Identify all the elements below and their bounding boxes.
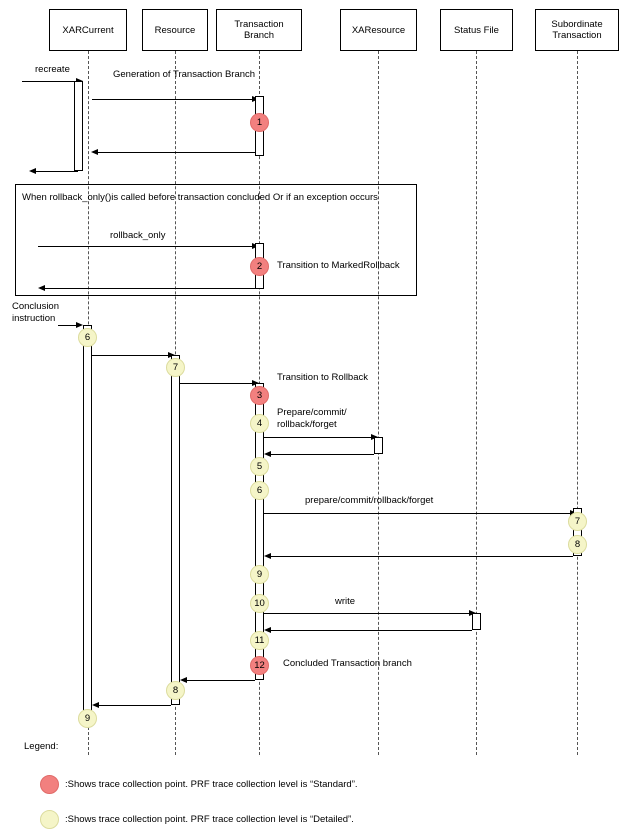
message-label-write: write — [335, 596, 356, 607]
trace-marker-6-xarcurrent — [78, 328, 97, 347]
lifeline-header-resource — [142, 9, 208, 51]
message-label-rollback-only: rollback_only — [110, 230, 166, 241]
legend-title: Legend: — [24, 741, 59, 752]
message-line-status-file-return — [268, 630, 472, 631]
legend-text-standard: :Shows trace collection point. PRF trace collection level is “Standard”. — [65, 779, 358, 790]
lifeline-label: Resource — [154, 24, 196, 36]
message-label-recreate: recreate — [35, 64, 70, 75]
legend-dot-standard-icon — [40, 775, 59, 794]
lifeline-header-transaction-branch — [216, 9, 302, 51]
label-text: Generation of Transaction Branch — [113, 69, 256, 80]
legend-row-standard — [40, 775, 358, 794]
activation-xarcurrent-2 — [83, 325, 92, 725]
trace-marker-8-resource — [166, 681, 185, 700]
trace-marker-7-subordinate — [568, 512, 587, 531]
trace-marker-3 — [250, 386, 269, 405]
message-line-resource-transaction-branch — [180, 383, 255, 384]
message-line-generation-return — [95, 152, 255, 153]
message-arrowhead-generation-return — [91, 149, 98, 155]
activation-resource-1 — [171, 355, 180, 705]
lifeline-dash-xaresource — [378, 51, 379, 755]
trace-marker-6-transaction-branch — [250, 481, 269, 500]
message-arrowhead-recreate-return — [29, 168, 36, 174]
marker-number: 9 — [256, 569, 263, 580]
trace-marker-5 — [250, 457, 269, 476]
message-arrowhead-xaresource-return — [264, 451, 271, 457]
message-line-transaction-branch-subordinate — [264, 513, 573, 514]
condition-frame-note: When rollback_only()is called before transaction concluded Or if an exception occurs — [22, 192, 378, 203]
marker-number: 7 — [574, 516, 581, 527]
message-arrowhead-subordinate-return — [264, 553, 271, 559]
trace-marker-7-resource — [166, 358, 185, 377]
message-line-transaction-branch-status-file — [264, 613, 472, 614]
message-line-rollback-only-return — [42, 288, 255, 289]
marker-number: 9 — [84, 713, 91, 724]
marker-number: 8 — [574, 539, 581, 550]
message-line-recreate-return — [33, 171, 78, 172]
message-line-subordinate-return — [268, 556, 573, 557]
label-concluded-transaction-branch: Concluded Transaction branch — [283, 658, 412, 669]
message-arrowhead-rollback-only-return — [38, 285, 45, 291]
legend-row-detailed — [40, 810, 354, 829]
marker-number: 6 — [84, 332, 91, 343]
marker-number: 7 — [172, 362, 179, 373]
message-label-prepare-commit-rollback-forget-xa — [277, 407, 382, 431]
message-arrowhead-resource-xarcurrent-return — [92, 702, 99, 708]
label-transition-to-markedrollback: Transition to MarkedRollback — [277, 260, 400, 271]
message-arrowhead-conclusion-instruction — [76, 322, 83, 328]
lifeline-label: XAResource — [351, 24, 406, 36]
trace-marker-1 — [250, 113, 269, 132]
message-line-recreate — [22, 81, 78, 82]
activation-xaresource-1 — [374, 437, 383, 454]
marker-number: 5 — [256, 461, 263, 472]
trace-marker-2 — [250, 257, 269, 276]
marker-number: 3 — [256, 390, 263, 401]
lifeline-label: XARCurrent — [62, 24, 114, 36]
message-arrowhead-status-file-return — [264, 627, 271, 633]
marker-number: 2 — [256, 261, 263, 272]
lifeline-header-xaresource — [340, 9, 417, 51]
legend-dot-detailed-icon — [40, 810, 59, 829]
label-transition-to-rollback: Transition to Rollback — [277, 372, 368, 383]
message-line-resource-xarcurrent-return — [96, 705, 171, 706]
trace-marker-4 — [250, 414, 269, 433]
message-line-rollback-only — [38, 246, 255, 247]
trace-marker-10 — [250, 594, 269, 613]
lifeline-label: Transaction Branch — [234, 19, 284, 41]
lifeline-label: Status File — [454, 24, 499, 36]
trace-marker-8-subordinate — [568, 535, 587, 554]
message-line-transaction-branch-xaresource — [264, 437, 374, 438]
activation-xarcurrent-1 — [74, 81, 83, 171]
legend-text-detailed: :Shows trace collection point. PRF trace collection level is “Detailed”. — [65, 814, 354, 825]
marker-number: 4 — [256, 418, 263, 429]
trace-marker-9-xarcurrent — [78, 709, 97, 728]
lifeline-dash-subordinate-transaction — [574, 51, 581, 755]
label-text: Prepare/commit/ rollback/forget — [277, 407, 347, 430]
message-line-xarcurrent-resource — [92, 355, 171, 356]
lifeline-label: Subordinate Transaction — [551, 19, 603, 41]
trace-marker-9-transaction-branch — [250, 565, 269, 584]
message-label-prepare-commit-rollback-forget-sub: prepare/commit/rollback/forget — [305, 495, 434, 506]
message-label-conclusion-instruction — [12, 301, 74, 325]
label-text: Conclusion instruction — [12, 301, 59, 324]
marker-number: 1 — [256, 117, 263, 128]
message-arrowhead-transaction-branch-resource-return — [180, 677, 187, 683]
message-line-conclusion-instruction — [58, 325, 78, 326]
marker-number: 12 — [254, 660, 265, 671]
message-line-generation — [92, 99, 255, 100]
lifeline-header-status-file — [440, 9, 513, 51]
marker-number: 8 — [172, 685, 179, 696]
lifeline-header-subordinate-transaction — [535, 9, 619, 51]
marker-number: 11 — [254, 635, 265, 646]
marker-number: 10 — [254, 598, 265, 609]
lifeline-dash-status-file — [476, 51, 477, 755]
trace-marker-12 — [250, 656, 269, 675]
trace-marker-11 — [250, 631, 269, 650]
marker-number: 6 — [256, 485, 263, 496]
message-line-transaction-branch-resource-return — [184, 680, 255, 681]
activation-status-file-1 — [472, 613, 481, 630]
label-generation-of-transaction-branch — [113, 69, 255, 81]
lifeline-header-xarcurrent — [49, 9, 127, 51]
message-line-xaresource-return — [268, 454, 374, 455]
